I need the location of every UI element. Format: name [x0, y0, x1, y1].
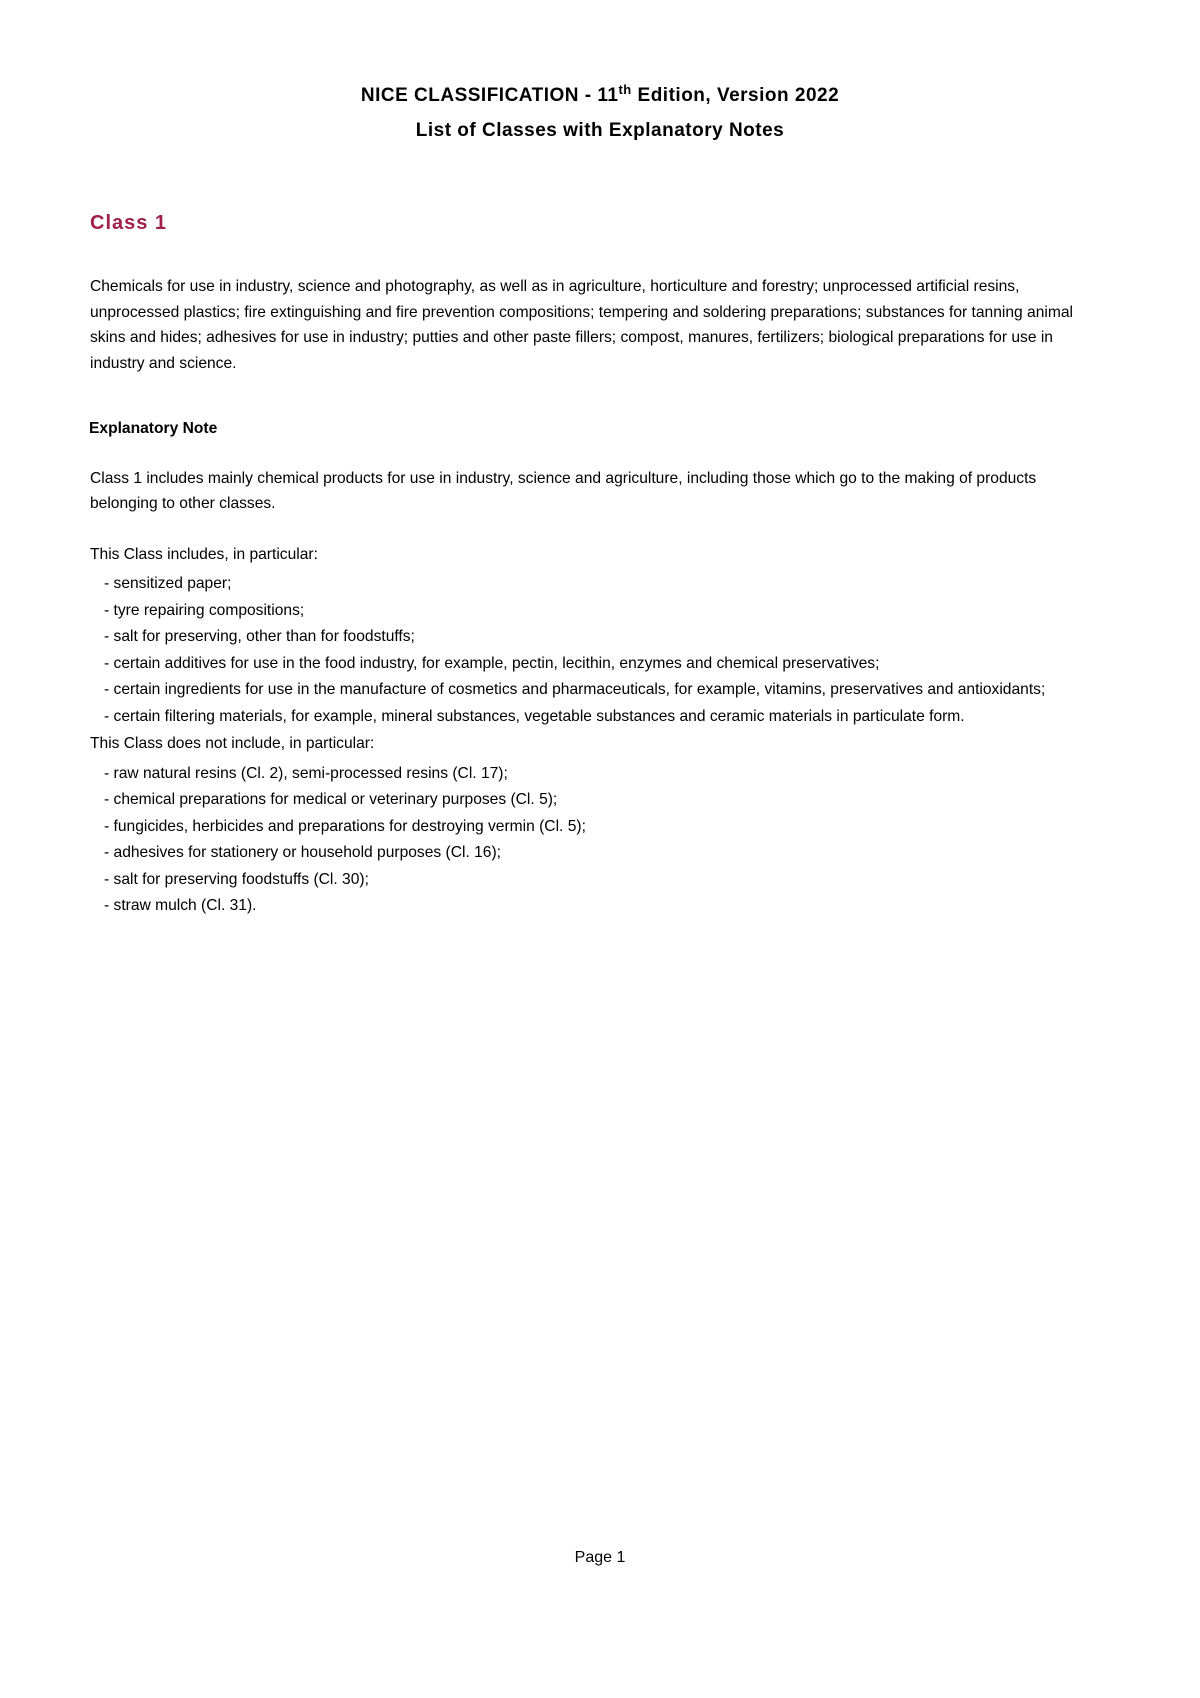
page-number: Page 1	[574, 1549, 626, 1566]
list-item: - salt for preserving foodstuffs (Cl. 30);	[104, 870, 369, 888]
includes-label: This Class includes, in particular:	[90, 545, 318, 563]
title-superscript: th	[618, 82, 632, 97]
list-item: - salt for preserving, other than for foodstuffs;	[104, 628, 415, 645]
list-item: - certain additives for use in the food industry, for example, pectin, lecithin, enzymes and chemical preservatives;	[104, 654, 880, 672]
title-prefix: NICE CLASSIFICATION - 11	[360, 85, 619, 106]
class-content	[90, 208, 1090, 920]
document-subtitle: List of Classes with Explanatory Notes	[415, 120, 785, 141]
list-item: - certain ingredients for use in the manufacture of cosmetics and pharmaceuticals, for example, vitamins, preservatives and antioxidants;	[104, 681, 1046, 698]
list-item: - sensitized paper;	[104, 575, 232, 592]
document-title	[0, 84, 1200, 108]
class-description: Chemicals for use in industry, science and photography, as well as in agriculture, horticulture and forestry; unprocessed artificial resins, unprocessed plastics; fire extinguishing and fire prevention compositions; tempering and soldering preparations; substances for tanning animal skins and hides; adhesives for use in industry; putties and other paste fillers; compost, manures, fertilizers; biological preparations for use in industry and science.	[90, 278, 1073, 372]
list-item: - chemical preparations for medical or veterinary purposes (Cl. 5);	[104, 791, 558, 808]
list-item: - certain filtering materials, for example, mineral substances, vegetable substances and ceramic materials in particulate form.	[104, 707, 965, 725]
explanatory-note-text: Class 1 includes mainly chemical products for use in industry, science and agriculture, including those which go to the making of products belonging to other classes.	[90, 469, 1037, 512]
excludes-list	[90, 761, 1090, 919]
list-item: - straw mulch (Cl. 31).	[104, 897, 257, 914]
explanatory-note-heading: Explanatory Note	[89, 420, 218, 437]
class-heading: Class 1	[90, 212, 168, 234]
list-item: - tyre repairing compositions;	[104, 601, 305, 619]
title-suffix: Edition, Version 2022	[631, 85, 840, 106]
includes-list	[90, 571, 1090, 729]
list-item: - raw natural resins (Cl. 2), semi-processed resins (Cl. 17);	[104, 764, 508, 782]
list-item: - adhesives for stationery or household purposes (Cl. 16);	[104, 844, 501, 861]
list-item: - fungicides, herbicides and preparations for destroying vermin (Cl. 5);	[104, 817, 586, 835]
title-block	[0, 84, 1200, 143]
excludes-label: This Class does not include, in particular:	[90, 735, 375, 752]
